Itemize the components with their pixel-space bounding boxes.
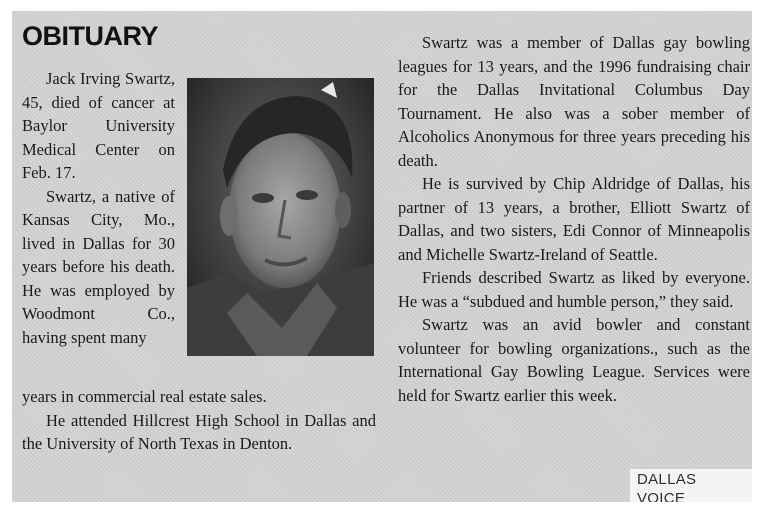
paragraph-services: Swartz was an avid bowler and constant volunteer for bowling organizations., such as the International Gay Bowling League. Services were held for Swartz earlier this week. (398, 315, 750, 405)
paragraph-survivors: He is survived by Chip Aldridge of Dallas, his partner of 13 years, a brother, Elliott Swartz of Dallas, and two sisters, Edi Connor of Minneapolis and Michelle Swartz-Ireland of Seattle. (398, 174, 750, 264)
paragraph-background: Swartz, a native of Kansas City, Mo., lived in Dallas for 30 years before his death. He was employed by Woodmont Co., having spent many (22, 186, 175, 347)
paragraph-education: He attended Hillcrest High School in Dallas and the University of North Texas in Denton. (22, 410, 376, 453)
publication-credit: DALLAS VOICE (630, 469, 752, 502)
right-column (398, 31, 750, 407)
paragraph-death-notice: Jack Irving Swartz, 45, died of cancer at Baylor University Medical Center on Feb. 17. (22, 69, 175, 182)
left-column-narrow (22, 67, 175, 349)
portrait-image (187, 78, 374, 356)
portrait-photo (187, 78, 374, 356)
left-column-wide (22, 385, 376, 456)
paragraph-career-continued: years in commercial real estate sales. (22, 387, 267, 406)
headline: OBITUARY (22, 21, 158, 51)
paragraph-friends: Friends described Swartz as liked by everyone. He was a “subdued and humble person,” they said. (398, 268, 750, 311)
paragraph-bowling-leagues: Swartz was a member of Dallas gay bowling leagues for 13 years, and the 1996 fundraising chair for the Dallas Invitational Columbus Day Tournament. He also was a sober member of Alcoholics Anonymous for three years preceding his death. (398, 33, 750, 170)
newspaper-clipping (12, 11, 752, 502)
